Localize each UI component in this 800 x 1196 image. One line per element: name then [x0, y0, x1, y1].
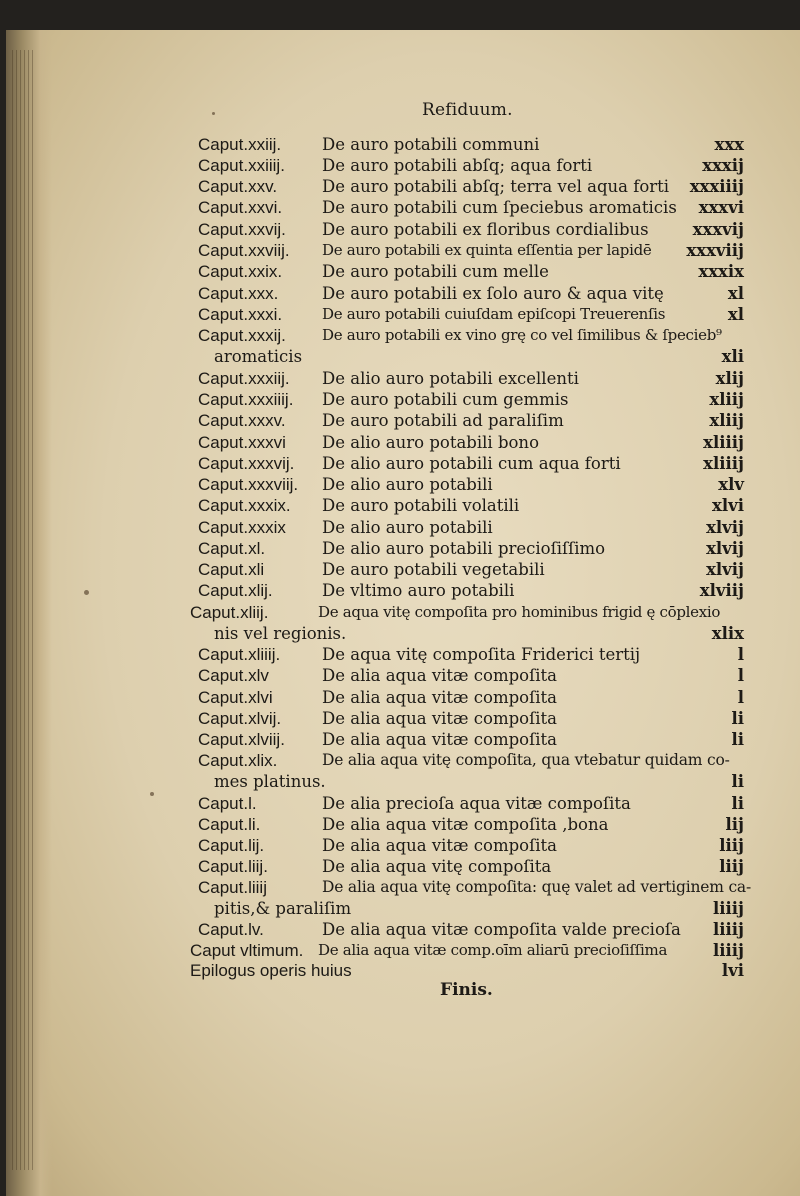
folio-number: xlviij	[699, 581, 744, 600]
toc-entry	[0, 856, 800, 877]
caput-label: Caput.xxxviij.	[198, 475, 299, 494]
folio-number: xlv	[718, 475, 744, 494]
entry-title: De alia aqua vitæ compoſita	[322, 730, 557, 749]
caput-label: Caput.xlvij.	[198, 709, 282, 728]
folio-number: xlvi	[712, 496, 744, 515]
toc-entry	[0, 325, 800, 346]
caput-label: Caput.xxix.	[198, 262, 283, 281]
folio-number: liij	[719, 836, 744, 855]
entry-title: De alia aqua vitæ compoſita	[322, 666, 557, 685]
toc-entry	[0, 134, 800, 155]
folio-number: liiij	[712, 899, 744, 918]
caput-label: Caput.xxxiij.	[198, 369, 290, 388]
folio-number: xl	[727, 305, 744, 324]
entry-title: De alio auro potabili	[322, 475, 493, 494]
folio-number: xliij	[709, 390, 744, 409]
caput-label: Caput.xli	[198, 560, 265, 579]
entry-title: De aqua vitę compoſita Friderici tertij	[322, 645, 641, 664]
entry-title: De auro potabili ad paraliſim	[322, 411, 564, 430]
folio-number: xxxix	[698, 262, 744, 281]
caput-label: Caput.l.	[198, 794, 257, 813]
folio-number: xlvij	[706, 539, 744, 558]
finis-colophon: Finis.	[440, 980, 493, 1000]
toc-entry	[0, 960, 800, 981]
toc-entry	[0, 940, 800, 961]
toc-entry	[0, 283, 800, 304]
entry-title: De alia aqua vitæ compoſita	[322, 709, 557, 728]
caput-label: Caput.xxxvi	[198, 433, 286, 452]
caput-label: Caput.xxvij.	[198, 220, 286, 239]
folio-number: li	[731, 730, 744, 749]
entry-title: De alia aqua vitę compoſita: quę valet ad vertiginem ca-	[322, 878, 752, 896]
caput-label: Caput.xxxvij.	[198, 454, 295, 473]
caput-label: Caput vltimum.	[190, 941, 304, 960]
caput-label: Caput.xlviij.	[198, 730, 285, 749]
caput-label: Caput.xxxij.	[198, 326, 286, 345]
folio-number: xliiij	[703, 433, 744, 452]
folio-number: l	[737, 688, 744, 707]
toc-entry	[0, 410, 800, 431]
running-head: Refiduum.	[422, 100, 513, 120]
folio-number: liiij	[712, 920, 744, 939]
caput-label: Caput.xxxi.	[198, 305, 283, 324]
caput-label: Caput.xxvi.	[198, 198, 283, 217]
caput-label: Caput.xlv	[198, 666, 269, 685]
entry-title: De alia precioſa aqua vitæ compoſita	[322, 794, 631, 813]
entry-title: De alia aqua vitę compoſita, qua vtebatur quidam co-	[322, 751, 730, 769]
folio-number: l	[737, 645, 744, 664]
folio-number: xxxij	[702, 156, 744, 175]
toc-entry	[0, 261, 800, 282]
caput-label: Caput.xxiij.	[198, 135, 282, 154]
caput-label: Caput.xliiij.	[198, 645, 281, 664]
toc-entry	[0, 474, 800, 495]
entry-title: pitis,& paraliſim	[214, 899, 352, 918]
folio-number: xlij	[715, 369, 744, 388]
folio-number: li	[731, 794, 744, 813]
entry-title: De auro potabili ex quinta eſſentia per lapidē	[322, 241, 652, 259]
entry-title: De auro potabili cum ſpeciebus aromaticis	[322, 198, 677, 217]
folio-number: xxxvi	[698, 198, 744, 217]
toc-entry	[0, 602, 800, 623]
toc-entry	[0, 240, 800, 261]
caput-label: Caput.xl.	[198, 539, 266, 558]
toc-entry-continuation	[0, 898, 800, 919]
entry-title: De auro potabili volatili	[322, 496, 520, 515]
caput-label: Caput.liij.	[198, 857, 268, 876]
caput-label: Caput.xxxix	[198, 518, 286, 537]
toc-entry	[0, 750, 800, 771]
entry-title: De auro potabili abſq; aqua forti	[322, 156, 593, 175]
entry-title: De auro potabili vegetabili	[322, 560, 545, 579]
entry-title: De alio auro potabili cum aqua forti	[322, 454, 621, 473]
toc-entry-continuation	[0, 623, 800, 644]
toc-entry	[0, 197, 800, 218]
caput-label: Caput.xxv.	[198, 177, 278, 196]
folio-number: lij	[725, 815, 744, 834]
toc-entry	[0, 304, 800, 325]
folio-number: liiij	[712, 941, 744, 960]
toc-entry	[0, 432, 800, 453]
toc-entry	[0, 155, 800, 176]
entry-title: mes platinus.	[214, 772, 326, 791]
caput-label: Caput.xlix.	[198, 751, 278, 770]
toc-entry	[0, 919, 800, 940]
caput-label: Epilogus operis huius	[190, 961, 352, 980]
folio-number: xlvij	[706, 518, 744, 537]
entry-title: De alio auro potabili precioſiſſimo	[322, 539, 606, 558]
toc-entry	[0, 644, 800, 665]
toc-entry-continuation	[0, 771, 800, 792]
entry-title: De auro potabili ex vino grę co vel ſimilibus & ſpecieb⁹	[322, 326, 722, 344]
folio-number: lvi	[721, 961, 744, 980]
toc-entry-continuation	[0, 346, 800, 367]
entry-title: De alia aqua vitæ comp.oīm aliarū precioſiſſima	[318, 941, 668, 959]
entry-title: De auro potabili cum gemmis	[322, 390, 569, 409]
toc-entry	[0, 219, 800, 240]
toc-entry	[0, 729, 800, 750]
entry-title: De auro potabili ex floribus cordialibus	[322, 220, 649, 239]
caput-label: Caput.xlij.	[198, 581, 273, 600]
entry-title: De auro potabili ex ſolo auro & aqua vitę	[322, 284, 664, 303]
entry-title: aromaticis	[214, 347, 303, 366]
toc-entry	[0, 517, 800, 538]
toc-entry	[0, 877, 800, 898]
entry-title: De alio auro potabili excellenti	[322, 369, 579, 388]
folio-number: xxxviij	[686, 241, 744, 260]
folio-number: l	[737, 666, 744, 685]
toc-entry	[0, 389, 800, 410]
entry-title: De alia aqua vitę compoſita	[322, 857, 552, 876]
toc-entry	[0, 793, 800, 814]
entry-title: De auro potabili communi	[322, 135, 540, 154]
caput-label: Caput.xlvi	[198, 688, 273, 707]
entry-title: De auro potabili cum melle	[322, 262, 549, 281]
entry-title: nis vel regionis.	[214, 624, 347, 643]
toc-entry	[0, 538, 800, 559]
toc-entry	[0, 495, 800, 516]
folio-number: xlix	[711, 624, 744, 643]
entry-title: De auro potabili cuiuſdam epiſcopi Treuerenſis	[322, 305, 666, 323]
folio-number: li	[731, 772, 744, 791]
folio-number: xxxiiij	[689, 177, 744, 196]
entry-title: De alia aqua vitæ compoſita	[322, 688, 557, 707]
folio-number: liij	[719, 857, 744, 876]
caput-label: Caput.li.	[198, 815, 261, 834]
entry-title: De vltimo auro potabili	[322, 581, 515, 600]
entry-title: De alia aqua vitæ compoſita valde precioſa	[322, 920, 681, 939]
caput-label: Caput.xxxv.	[198, 411, 286, 430]
caput-label: Caput.xxx.	[198, 284, 279, 303]
folio-number: xxxvij	[692, 220, 744, 239]
folio-number: li	[731, 709, 744, 728]
caput-label: Caput.lv.	[198, 920, 264, 939]
folio-number: xliiij	[703, 454, 744, 473]
folio-number: xliij	[709, 411, 744, 430]
caput-label: Caput.xxviij.	[198, 241, 290, 260]
entry-title: De alio auro potabili	[322, 518, 493, 537]
toc-entry	[0, 687, 800, 708]
toc-entry	[0, 176, 800, 197]
caput-label: Caput.lij.	[198, 836, 265, 855]
caput-label: Caput.xxxix.	[198, 496, 291, 515]
folio-number: xli	[721, 347, 744, 366]
toc-entry	[0, 559, 800, 580]
entry-title: De auro potabili abſq; terra vel aqua forti	[322, 177, 670, 196]
caput-label: Caput.xxiiij.	[198, 156, 285, 175]
toc-entry	[0, 580, 800, 601]
entry-title: De alia aqua vitæ compoſita ,bona	[322, 815, 609, 834]
folio-number: xl	[727, 284, 744, 303]
toc-entry	[0, 814, 800, 835]
folio-number: xxx	[714, 135, 744, 154]
folio-number: xlvij	[706, 560, 744, 579]
toc-entry	[0, 708, 800, 729]
toc-entry	[0, 835, 800, 856]
toc-entry	[0, 368, 800, 389]
entry-title: De alio auro potabili bono	[322, 433, 539, 452]
toc-entry	[0, 453, 800, 474]
entry-title: De aqua vitę compoſita pro hominibus frigid ę cōplexio	[318, 603, 721, 621]
toc-entry	[0, 665, 800, 686]
caput-label: Caput.xliij.	[190, 603, 269, 622]
entry-title: De alia aqua vitæ compoſita	[322, 836, 557, 855]
caput-label: Caput.xxxiiij.	[198, 390, 294, 409]
caput-label: Caput.liiij	[198, 878, 267, 897]
